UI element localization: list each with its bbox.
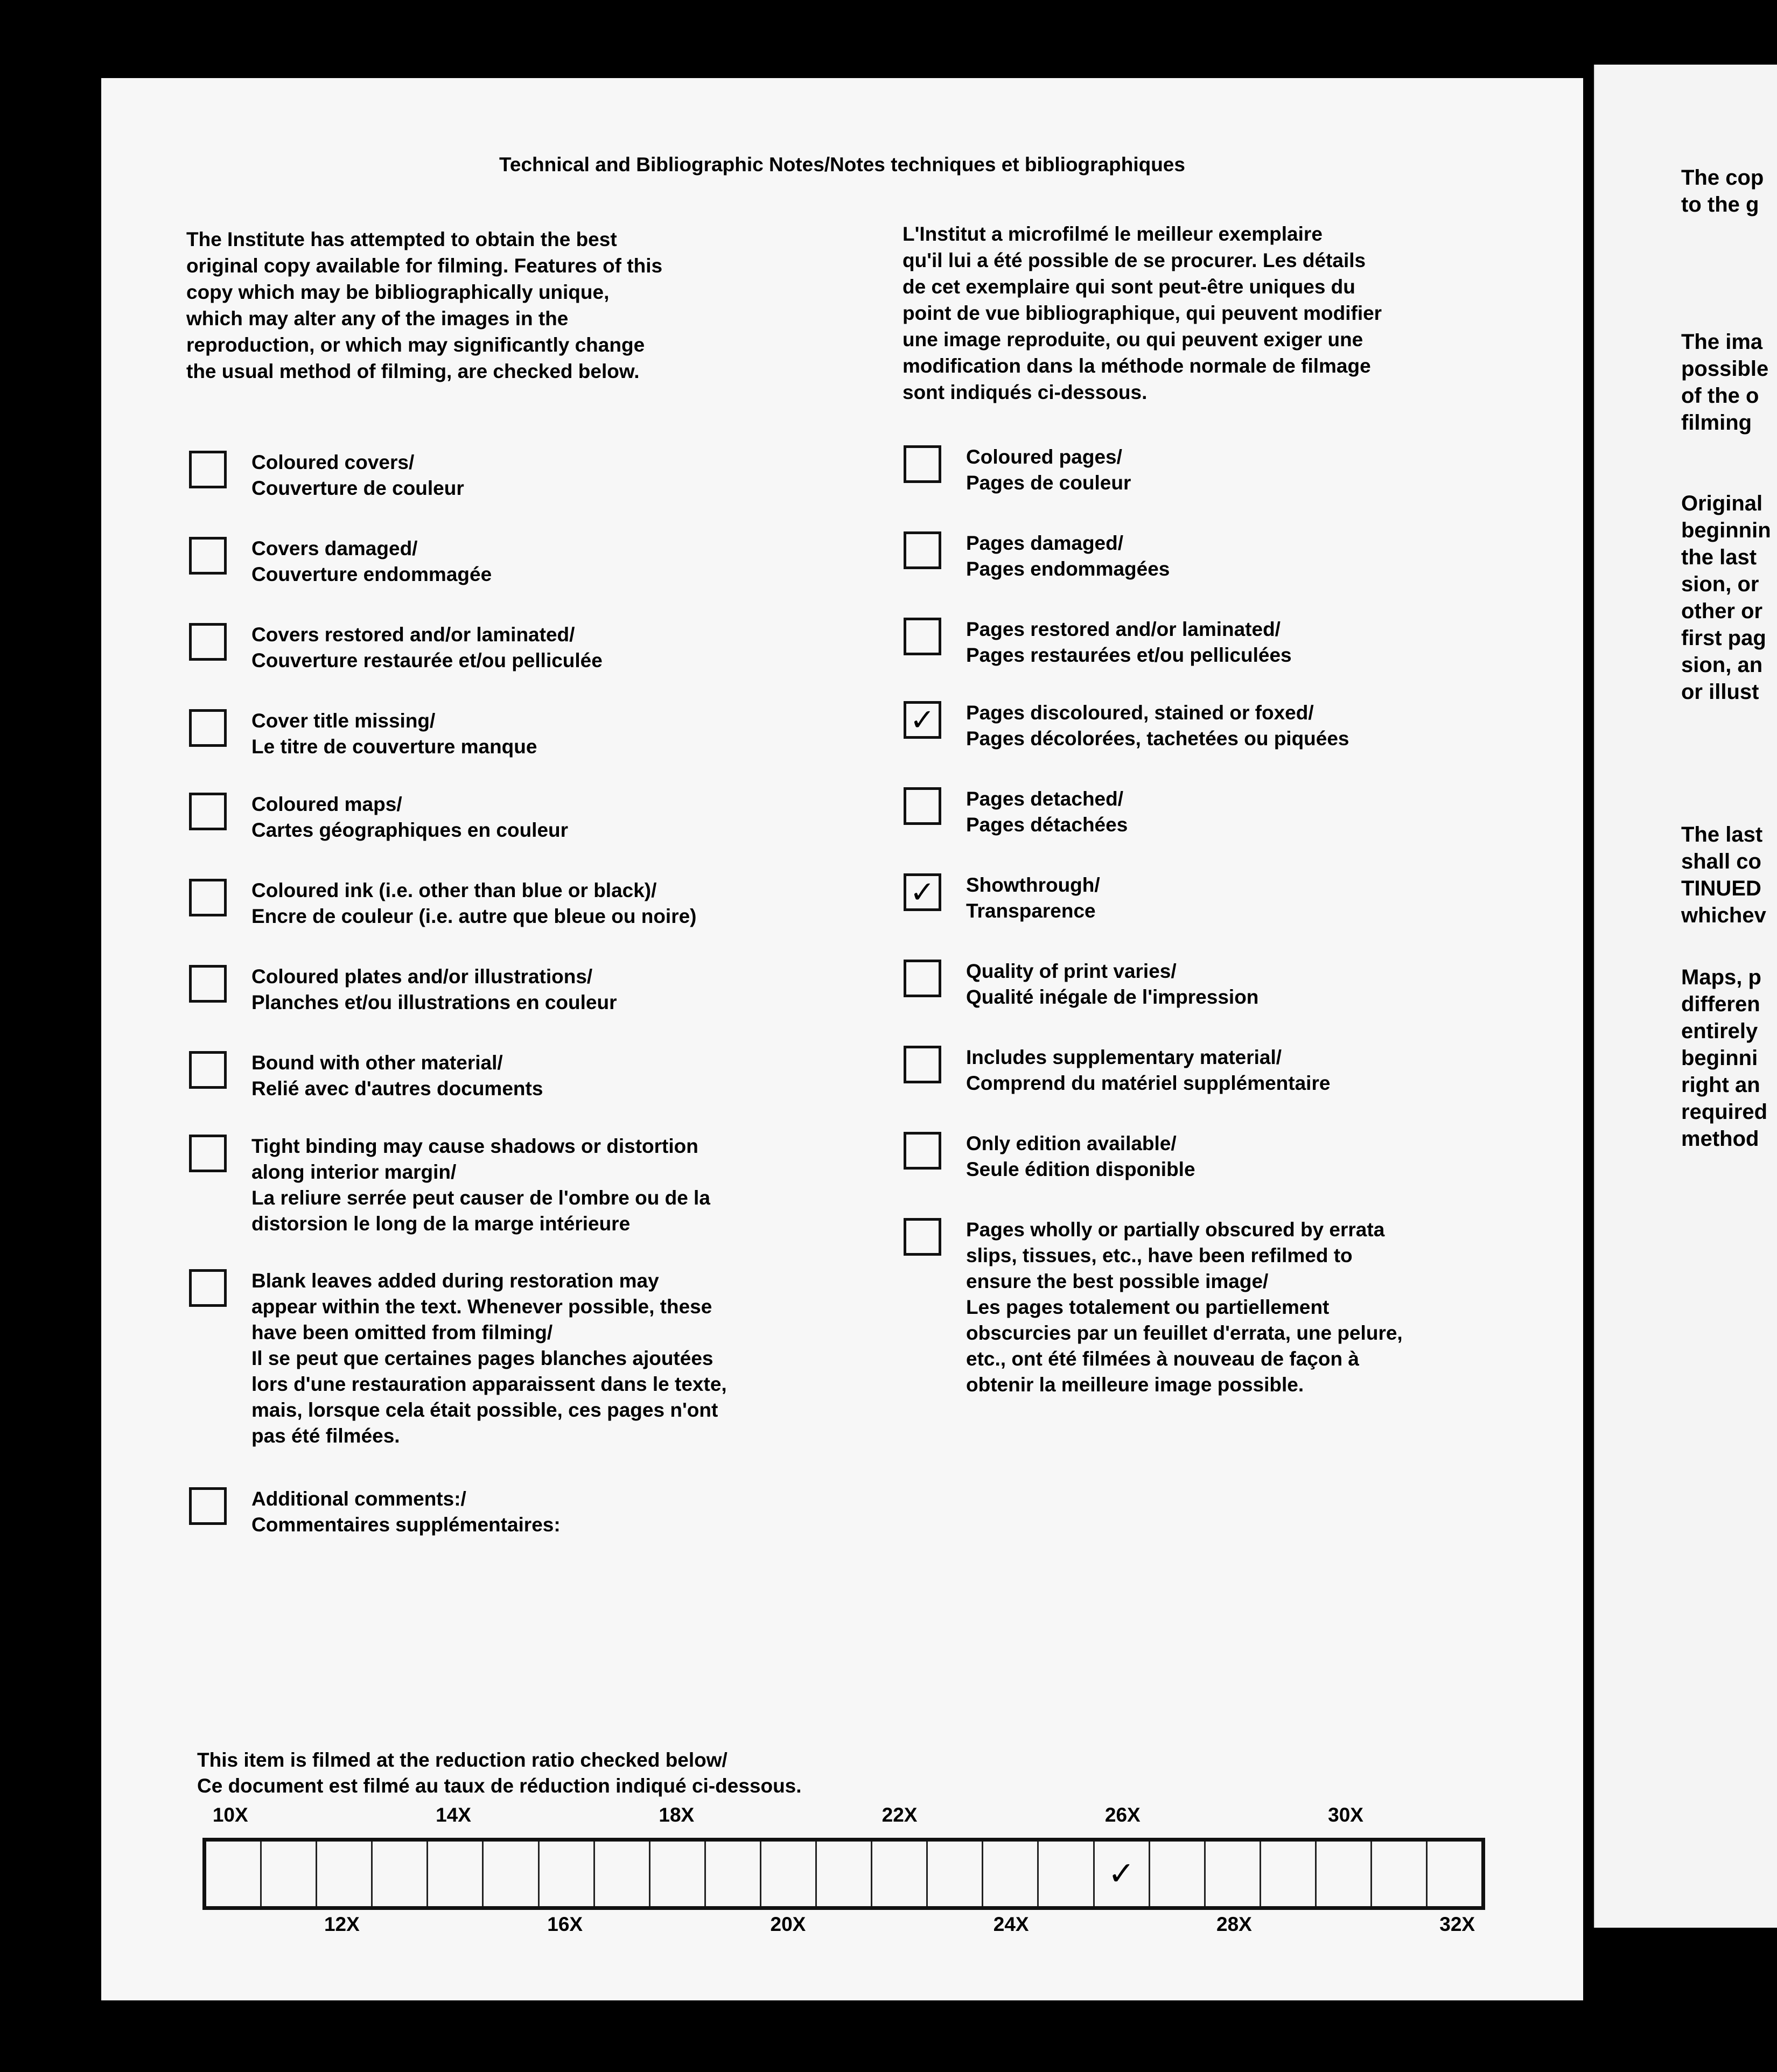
checkbox[interactable]	[189, 451, 227, 488]
checkbox-label: Coloured covers/ Couverture de couleur	[251, 451, 464, 499]
right-checklist-item	[904, 1217, 1548, 1398]
ratio-label: 32X	[1439, 1913, 1475, 1935]
checkbox[interactable]	[189, 1269, 227, 1307]
ratio-cell[interactable]	[595, 1842, 650, 1906]
right-checklist-item	[904, 1045, 1548, 1096]
checkbox[interactable]	[189, 1487, 227, 1525]
checkbox-label: Coloured ink (i.e. other than blue or black)/ Encre de couleur (i.e. autre que bleue ou noire)	[251, 879, 697, 927]
notes-page	[101, 78, 1583, 2000]
ratio-cell[interactable]	[1150, 1842, 1206, 1906]
intro-english: The Institute has attempted to obtain the best original copy available for filming. Features of this copy which may be bibliographically unique, which may alter any of the images in the reproduction, or which may significantly change the usual method of filming, are checked below.	[186, 228, 663, 382]
ratio-caption	[197, 1747, 802, 1799]
checkbox-label: Only edition available/ Seule édition disponible	[966, 1132, 1195, 1180]
ratio-label: 30X	[1328, 1804, 1363, 1826]
left-checklist-item	[189, 1133, 833, 1237]
checkbox-label: Tight binding may cause shadows or distortion along interior margin/ La reliure serrée peut causer de l'ombre ou de la distorsion le long de la marge intérieure	[251, 1135, 710, 1235]
checkbox-label: Additional comments:/ Commentaires supplémentaires:	[251, 1488, 561, 1536]
checkbox-label: Showthrough/ Transparence	[966, 874, 1100, 922]
right-checklist-item	[904, 958, 1548, 1010]
ratio-cell[interactable]	[1039, 1842, 1094, 1906]
ratio-top-labels	[202, 1804, 1485, 1831]
checkbox[interactable]	[904, 1218, 941, 1256]
ratio-cell[interactable]	[817, 1842, 872, 1906]
next-page-text: The ima possible of the o filming	[1681, 330, 1769, 435]
checkbox-label: Pages discoloured, stained or foxed/ Pages décolorées, tachetées ou piquées	[966, 702, 1349, 750]
checkbox[interactable]	[904, 618, 941, 655]
intro-french: L'Institut a microfilmé le meilleur exemplaire qu'il lui a été possible de se procurer. Les détails de cet exemplaire qui sont peut-être uniques du point de vue bibliographique, qui peuvent modifier une image reproduite, ou qui peuvent exiger une modification dans la méthode normale de filmage sont indiqués ci-dessous.	[903, 223, 1382, 403]
left-checklist-item	[189, 792, 833, 843]
checkbox-label: Covers damaged/ Couverture endommagée	[251, 537, 492, 585]
ratio-label: 14X	[436, 1804, 471, 1826]
right-checklist-item	[904, 530, 1548, 582]
ratio-label: 12X	[324, 1913, 360, 1935]
right-checklist-item	[904, 700, 1548, 752]
left-checklist-item	[189, 708, 833, 760]
ratio-cell[interactable]: ✓	[1095, 1842, 1150, 1906]
checkbox[interactable]	[904, 960, 941, 997]
checkbox[interactable]: ✓	[904, 701, 941, 739]
ratio-label: 28X	[1216, 1913, 1252, 1935]
checkbox-label: Bound with other material/ Relié avec d'autres documents	[251, 1052, 543, 1100]
checkbox-label: Coloured maps/ Cartes géographiques en couleur	[251, 793, 569, 841]
checkbox[interactable]	[189, 709, 227, 747]
checkbox[interactable]	[189, 1051, 227, 1089]
left-checklist-item	[189, 622, 833, 674]
ratio-cell[interactable]	[262, 1842, 317, 1906]
ratio-cell[interactable]	[373, 1842, 428, 1906]
ratio-cell[interactable]	[428, 1842, 484, 1906]
right-checklist-item	[904, 1131, 1548, 1182]
checkbox[interactable]	[189, 1135, 227, 1172]
right-checklist-item	[904, 444, 1548, 496]
checkbox-label: Blank leaves added during restoration may appear within the text. Whenever possible, these have been omitted from filming/ Il se peut que certaines pages blanches ajoutées lors d'une restauration apparaissent dans le texte, mais, lorsque cela était possible, ces pages n'ont pas été filmées.	[251, 1270, 727, 1447]
checkbox[interactable]	[904, 1046, 941, 1083]
ratio-label: 16X	[547, 1913, 583, 1935]
ratio-label: 20X	[770, 1913, 806, 1935]
ratio-cell[interactable]	[317, 1842, 373, 1906]
checkbox[interactable]	[189, 623, 227, 661]
ratio-cell[interactable]	[983, 1842, 1039, 1906]
checkbox-label: Pages damaged/ Pages endommagées	[966, 532, 1170, 580]
ratio-cell[interactable]	[1206, 1842, 1261, 1906]
checkbox-label: Coloured plates and/or illustrations/ Planches et/ou illustrations en couleur	[251, 965, 617, 1013]
ratio-caption-fr: Ce document est filmé au taux de réduction indiqué ci-dessous.	[197, 1775, 802, 1797]
ratio-cell[interactable]	[872, 1842, 928, 1906]
ratio-cell[interactable]	[706, 1842, 761, 1906]
left-checklist-item	[189, 536, 833, 587]
checkbox[interactable]	[189, 965, 227, 1003]
page-title: Technical and Bibliographic Notes/Notes techniques et bibliographiques	[499, 153, 1185, 176]
next-page-text: Maps, p differen entirely beginni right an required method	[1681, 965, 1768, 1151]
ratio-cell[interactable]	[206, 1842, 262, 1906]
ratio-cell[interactable]	[540, 1842, 595, 1906]
ratio-cell[interactable]	[1428, 1842, 1481, 1906]
right-checklist-item	[904, 786, 1548, 838]
checkbox[interactable]	[189, 879, 227, 916]
ratio-cell[interactable]	[1317, 1842, 1372, 1906]
checkbox[interactable]: ✓	[904, 873, 941, 911]
checkbox-label: Cover title missing/ Le titre de couverture manque	[251, 710, 537, 758]
checkbox-label: Pages restored and/or laminated/ Pages restaurées et/ou pelliculées	[966, 618, 1292, 666]
left-checklist-item	[189, 1486, 833, 1538]
left-checklist-item	[189, 964, 833, 1016]
next-page-fragment	[1594, 65, 1777, 1928]
ratio-label: 22X	[881, 1804, 918, 1826]
left-checklist-item	[189, 878, 833, 929]
ratio-label: 26X	[1104, 1804, 1141, 1826]
checkbox-label: Includes supplementary material/ Comprend du matériel supplémentaire	[966, 1046, 1331, 1094]
checkbox[interactable]	[904, 787, 941, 825]
checkbox[interactable]	[189, 793, 227, 830]
checkbox-label: Quality of print varies/ Qualité inégale de l'impression	[966, 960, 1259, 1008]
reduction-ratio-bar	[202, 1838, 1485, 1910]
right-checklist-item	[904, 872, 1548, 924]
checkbox-label: Coloured pages/ Pages de couleur	[966, 446, 1131, 494]
ratio-label: 24X	[993, 1913, 1029, 1935]
checkbox-label: Pages detached/ Pages détachées	[966, 788, 1128, 836]
ratio-bottom-labels	[202, 1913, 1485, 1940]
right-checklist-item	[904, 617, 1548, 668]
ratio-label: 10X	[212, 1804, 248, 1826]
left-checklist-item	[189, 1268, 833, 1449]
ratio-cell[interactable]	[928, 1842, 983, 1906]
checkbox[interactable]	[904, 1132, 941, 1170]
left-checklist-item	[189, 450, 833, 501]
ratio-cell[interactable]	[761, 1842, 817, 1906]
ratio-cell[interactable]	[650, 1842, 706, 1906]
next-page-text: The cop to the g	[1681, 166, 1764, 216]
checkbox-label: Covers restored and/or laminated/ Couverture restaurée et/ou pelliculée	[251, 624, 603, 671]
checkbox[interactable]	[904, 531, 941, 569]
checkbox[interactable]	[189, 537, 227, 575]
ratio-cell[interactable]	[1372, 1842, 1428, 1906]
next-page-text: The last shall co TINUED whichev	[1681, 823, 1766, 927]
left-checklist-item	[189, 1050, 833, 1102]
next-page-text: Original beginnin the last sion, or other or first pag sion, an or illust	[1681, 492, 1771, 704]
checkbox-label: Pages wholly or partially obscured by errata slips, tissues, etc., have been refilmed to ensure the best possible image/ Les pages totalement ou partiellement obscurcies par un feuillet d'errata, une pelure, etc., ont été filmées à nouveau de façon à obtenir la meilleure image possible.	[966, 1219, 1403, 1396]
checkbox[interactable]	[904, 445, 941, 483]
ratio-caption-en: This item is filmed at the reduction ratio checked below/	[197, 1749, 727, 1771]
ratio-label: 18X	[659, 1804, 695, 1826]
ratio-cell[interactable]	[1261, 1842, 1317, 1906]
ratio-cell[interactable]	[484, 1842, 539, 1906]
